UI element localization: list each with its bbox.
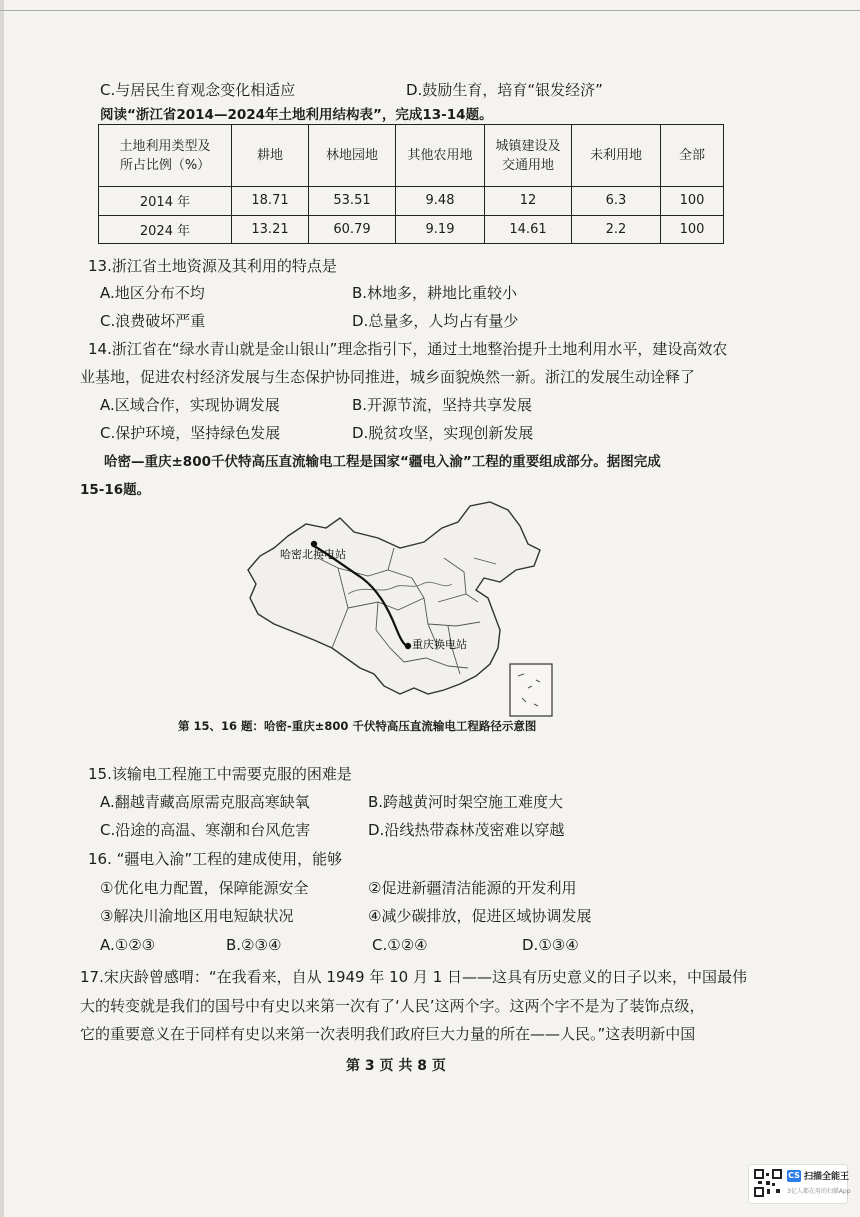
table-cell: 14.61 bbox=[485, 215, 572, 244]
scan-edge bbox=[0, 0, 4, 1217]
table-cell: 2.2 bbox=[572, 215, 661, 244]
table-header-row bbox=[99, 125, 724, 187]
q14-option-c: C.保护环境，坚持绿色发展 bbox=[100, 424, 281, 442]
table-cell: 12 bbox=[485, 187, 572, 216]
south-sea-inset bbox=[510, 664, 552, 716]
q14-stem-line2: 业基地，促进农村经济发展与生态保护协同推进，城乡面貌焕然一新。浙江的发展生动诠释了 bbox=[80, 368, 696, 386]
q16-statement-2: ②促进新疆清洁能源的开发利用 bbox=[368, 879, 577, 897]
q12-option-c: C.与居民生育观念变化相适应 bbox=[100, 81, 296, 99]
china-outline bbox=[248, 502, 540, 694]
q13-stem: 13.浙江省土地资源及其利用的特点是 bbox=[88, 257, 337, 275]
china-map-figure bbox=[228, 498, 608, 720]
q16-option-c: C.①②④ bbox=[372, 936, 428, 954]
q15-option-c: C.沿途的高温、寒潮和台风危害 bbox=[100, 821, 311, 839]
col-header-line: 城镇建设及 bbox=[495, 138, 561, 154]
q14-option-d: D.脱贫攻坚，实现创新发展 bbox=[352, 424, 534, 442]
china-map-svg bbox=[228, 498, 608, 720]
q16-statement-3: ③解决川渝地区用电短缺状况 bbox=[100, 907, 294, 925]
q13-option-c: C.浪费破坏严重 bbox=[100, 312, 206, 330]
land-use-table bbox=[98, 124, 724, 244]
col-header bbox=[485, 125, 572, 187]
q13-option-b: B.林地多，耕地比重较小 bbox=[352, 284, 518, 302]
col-header: 林地园地 bbox=[309, 125, 396, 187]
header-line-2: 所占比例（%） bbox=[119, 157, 211, 173]
table-cell: 60.79 bbox=[309, 215, 396, 244]
table-cell: 9.19 bbox=[396, 215, 485, 244]
camscanner-logo-icon: CS bbox=[788, 1171, 800, 1180]
q17-line1: 17.宋庆龄曾感喟：“在我看来，自从 1949 年 10 月 1 日——这具有历史意义的日子以来，中国最伟 bbox=[80, 968, 748, 986]
scan-line bbox=[0, 10, 860, 11]
chongqing-station-dot bbox=[405, 643, 411, 649]
qr-code-icon bbox=[754, 1169, 782, 1197]
col-header: 未利用地 bbox=[572, 125, 661, 187]
table-intro: 阅读“浙江省2014—2024年土地利用结构表”，完成13-14题。 bbox=[100, 107, 493, 123]
table-cell: 6.3 bbox=[572, 187, 661, 216]
q14-stem-line1: 14.浙江省在“绿水青山就是金山银山”理念指引下，通过土地整治提升土地利用水平，建设高效农 bbox=[88, 340, 728, 358]
q13-option-d: D.总量多，人均占有量少 bbox=[352, 312, 519, 330]
map-caption: 第 15、16 题：哈密-重庆±800 千伏特高压直流输电工程路径示意图 bbox=[178, 719, 537, 733]
table-cell: 9.48 bbox=[396, 187, 485, 216]
table-cell: 53.51 bbox=[309, 187, 396, 216]
q16-statement-4: ④减少碳排放，促进区域协调发展 bbox=[368, 907, 592, 925]
q15-stem: 15.该输电工程施工中需要克服的困难是 bbox=[88, 765, 352, 783]
q17-line3: 它的重要意义在于同样有史以来第一次表明我们政府巨大力量的所在——人民。”这表明新中国 bbox=[80, 1025, 696, 1043]
table-header-label bbox=[99, 125, 232, 187]
hami-station-dot bbox=[311, 541, 317, 547]
col-header: 全部 bbox=[661, 125, 724, 187]
q14-option-b: B.开源节流，坚持共享发展 bbox=[352, 396, 533, 414]
q16-option-a: A.①②③ bbox=[100, 936, 156, 954]
col-header-line: 交通用地 bbox=[501, 157, 554, 173]
table-cell: 13.21 bbox=[232, 215, 309, 244]
map-intro-line2: 15-16题。 bbox=[80, 482, 151, 498]
map-intro-line1: 哈密—重庆±800千伏特高压直流输电工程是国家“疆电入渝”工程的重要组成部分。据图完成 bbox=[104, 454, 661, 470]
q16-stem: 16. “疆电入渝”工程的建成使用，能够 bbox=[88, 850, 343, 868]
q16-option-d: D.①③④ bbox=[522, 936, 579, 954]
table-cell: 100 bbox=[661, 215, 724, 244]
scanner-tagline: 3亿人都在用的扫描App bbox=[787, 1188, 851, 1195]
scanner-watermark bbox=[748, 1164, 851, 1204]
q15-option-b: B.跨越黄河时架空施工难度大 bbox=[368, 793, 564, 811]
q15-option-d: D.沿线热带森林茂密难以穿越 bbox=[368, 821, 565, 839]
header-line-1: 土地利用类型及 bbox=[119, 138, 211, 154]
map-label-hami: 哈密北换电站 bbox=[280, 549, 346, 561]
page-number: 第 3 页 共 8 页 bbox=[346, 1058, 446, 1074]
q12-option-d: D.鼓励生育，培育“银发经济” bbox=[406, 81, 603, 99]
q16-option-b: B.②③④ bbox=[226, 936, 282, 954]
table-row bbox=[99, 187, 724, 216]
q15-option-a: A.翻越青藏高原需克服高寒缺氧 bbox=[100, 793, 310, 811]
col-header: 其他农用地 bbox=[396, 125, 485, 187]
q14-option-a: A.区域合作，实现协调发展 bbox=[100, 396, 280, 414]
scanner-brand: 扫描全能王 bbox=[804, 1172, 850, 1182]
q16-statement-1: ①优化电力配置，保障能源安全 bbox=[100, 879, 309, 897]
table-cell: 18.71 bbox=[232, 187, 309, 216]
table-cell: 100 bbox=[661, 187, 724, 216]
row-year: 2024 年 bbox=[99, 215, 232, 244]
table-row bbox=[99, 215, 724, 244]
q17-line2: 大的转变就是我们的国号中有史以来第一次有了‘人民’这两个字。这两个字不是为了装饰点级， bbox=[80, 997, 705, 1015]
row-year: 2014 年 bbox=[99, 187, 232, 216]
map-label-chongqing: 重庆换电站 bbox=[412, 639, 467, 651]
q13-option-a: A.地区分布不均 bbox=[100, 284, 205, 302]
col-header: 耕地 bbox=[232, 125, 309, 187]
